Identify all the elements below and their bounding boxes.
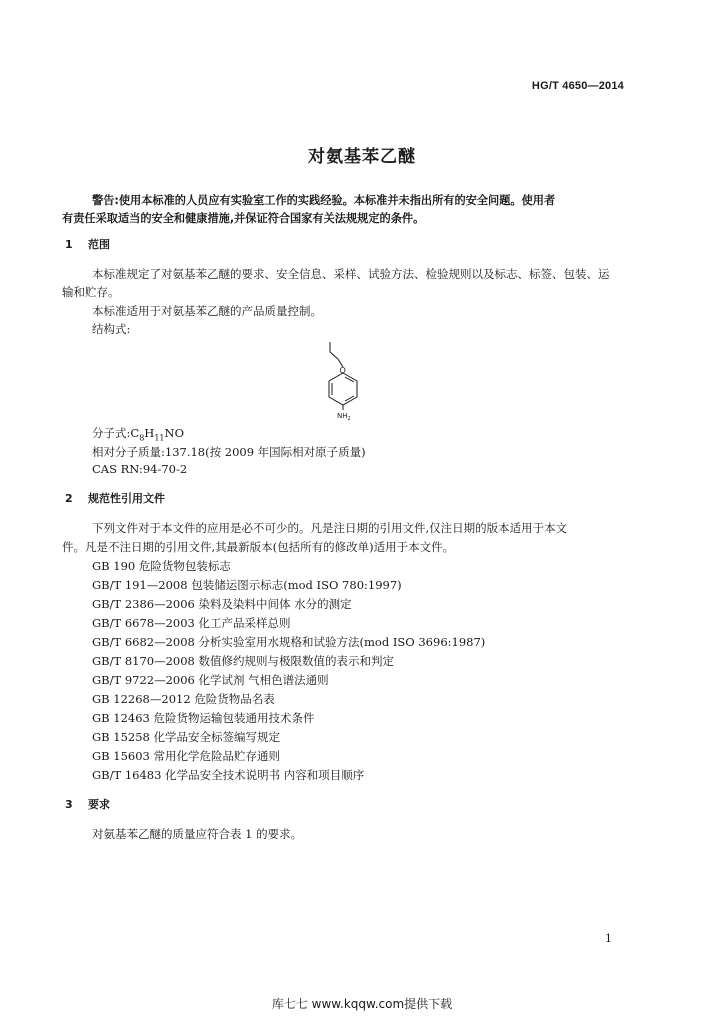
scope-para-2: 本标准适用于对氨基苯乙醚的产品质量控制。 — [92, 304, 322, 318]
references-intro-line-1: 下列文件对于本文件的应用是必不可少的。凡是注日期的引用文件,仅注日期的版本适用于本文 — [92, 521, 568, 535]
reference-item: GB 12268—2012 危险货物品名表 — [92, 692, 275, 706]
requirements-para: 对氨基苯乙醚的质量应符合表 1 的要求。 — [92, 827, 303, 841]
reference-item: GB 190 危险货物包装标志 — [92, 559, 231, 573]
reference-item: GB/T 8170—2008 数值修约规则与极限数值的表示和判定 — [92, 654, 395, 668]
section-number: 3 — [65, 798, 73, 811]
warning-line-1: 警告:使用本标准的人员应有实验室工作的实践经验。本标准并未指出所有的安全问题。使用者 — [92, 194, 556, 207]
section-title: 范围 — [88, 238, 110, 251]
cas-number: CAS RN:94-70-2 — [92, 462, 188, 476]
ethyl-bond — [330, 352, 338, 359]
section-1-heading — [65, 236, 110, 252]
section-number: 1 — [65, 238, 73, 251]
references-intro-line-2: 件。凡是不注日期的引用文件,其最新版本(包括所有的修改单)适用于本文件。 — [62, 540, 455, 554]
reference-item: GB 15603 常用化学危险品贮存通则 — [92, 749, 281, 763]
reference-item: GB 12463 危险货物运输包装通用技术条件 — [92, 711, 315, 725]
oxygen-atom-label: O — [339, 366, 346, 375]
molar-mass: 相对分子质量:137.18(按 2009 年国际相对原子质量) — [92, 445, 366, 459]
reference-item: GB 15258 化学品安全标签编写规定 — [92, 730, 281, 744]
reference-item: GB/T 6682—2008 分析实验室用水规格和试验方法(mod ISO 3696:1987) — [92, 635, 486, 649]
warning-line-2: 有责任采取适当的安全和健康措施,并保证符合国家有关法规规定的条件。 — [62, 212, 425, 225]
section-number: 2 — [65, 492, 73, 505]
benzene-ring — [329, 373, 357, 405]
ring-double-bond-1 — [345, 377, 354, 382]
structural-formula-diagram — [315, 338, 375, 423]
page-number: 1 — [605, 932, 612, 945]
section-title: 规范性引用文件 — [88, 492, 165, 505]
scope-para-1-line-2: 输和贮存。 — [62, 285, 120, 299]
scope-para-1-line-1: 本标准规定了对氨基苯乙醚的要求、安全信息、采样、试验方法、检验规则以及标志、标签、包装、运 — [92, 267, 610, 281]
reference-item: GB/T 16483 化学品安全技术说明书 内容和项目顺序 — [92, 768, 365, 782]
structure-label: 结构式: — [92, 322, 131, 336]
reference-item: GB/T 6678—2003 化工产品采样总则 — [92, 616, 291, 630]
section-title: 要求 — [88, 798, 110, 811]
amine-group-label: $NH_2$ — [337, 412, 351, 422]
molecular-formula: 分子式$:C_8H_{11}NO$ — [92, 426, 184, 443]
section-2-heading — [65, 490, 165, 506]
document-title: 对氨基苯乙醚 — [308, 147, 416, 167]
download-footer: 库七七 www.kqqw.com提供下载 — [271, 997, 453, 1011]
reference-item: GB/T 9722—2006 化学试剂 气相色谱法通则 — [92, 673, 329, 687]
ring-double-bond-2 — [345, 396, 354, 401]
standard-code: HG/T 4650—2014 — [531, 80, 624, 92]
reference-item: GB/T 2386—2006 染料及染料中间体 水分的测定 — [92, 597, 352, 611]
reference-item: GB/T 191—2008 包装储运图示标志(mod ISO 780:1997) — [92, 578, 402, 592]
structure-bonds — [329, 342, 357, 410]
section-3-heading — [65, 796, 110, 812]
